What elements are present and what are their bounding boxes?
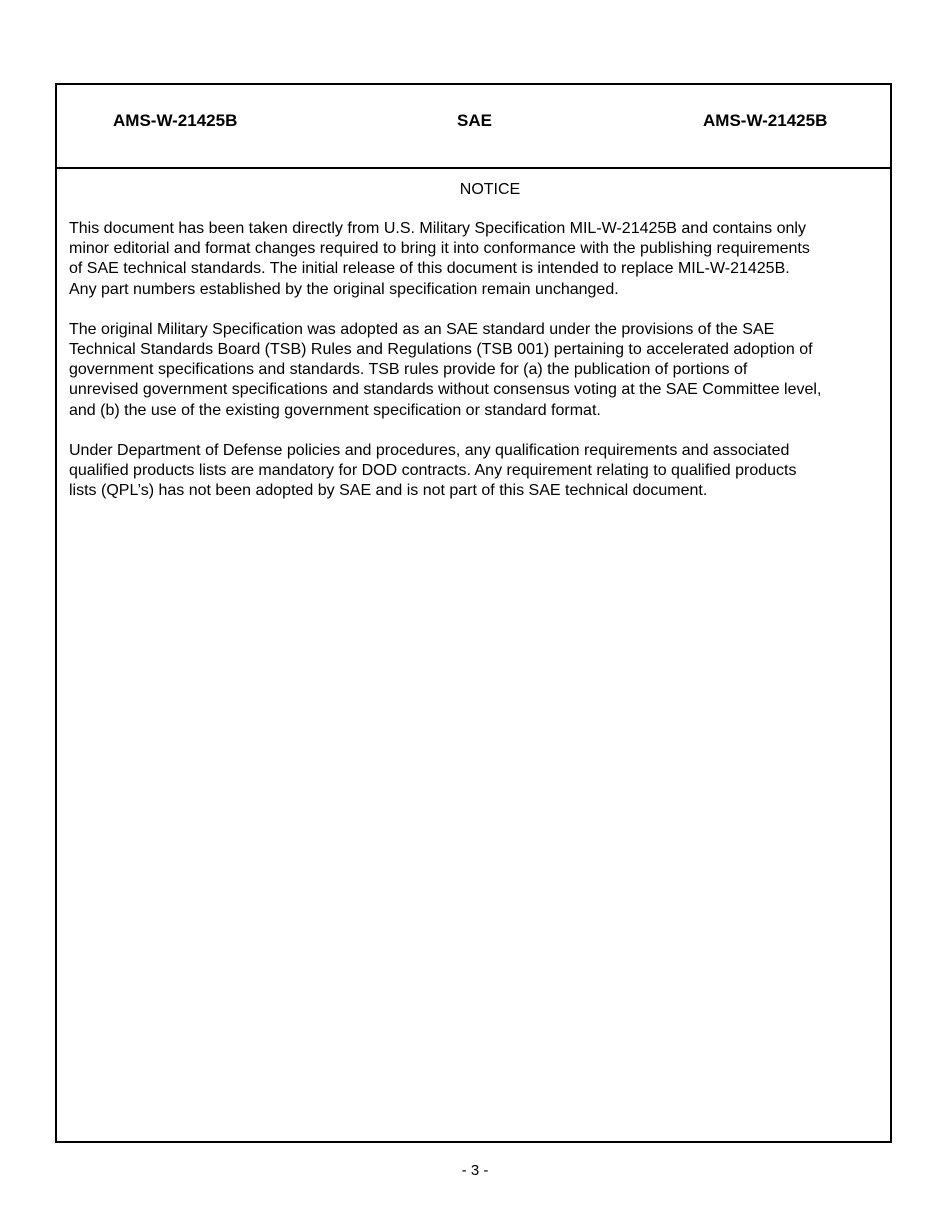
notice-paragraph-3: Under Department of Defense policies and procedures, any qualification requirements and associated qualified products lists are mandatory for DOD contracts. Any requirement relating to qualified products lists (QPL’s) has not been adopted by SAE and is not part of this SAE technical document. bbox=[69, 441, 797, 500]
notice-paragraph-2: The original Military Specification was adopted as an SAE standard under the provisions of the SAE Technical Standards Board (TSB) Rules and Regulations (TSB 001) pertaining to accelerated adoption of government specifications and standards. TSB rules provide for (a) the publication of portions of unrevised government specifications and standards without consensus voting at the SAE Committee level, and (b) the use of the existing government specification or standard format. bbox=[69, 320, 822, 419]
page-number: - 3 - bbox=[461, 1162, 489, 1179]
header-document-code-right: AMS-W-21425B bbox=[703, 111, 828, 130]
notice-body bbox=[69, 219, 881, 521]
header-document-code-left: AMS-W-21425B bbox=[113, 111, 238, 130]
document-header bbox=[57, 85, 890, 169]
notice-title: NOTICE bbox=[459, 181, 521, 198]
header-organization: SAE bbox=[457, 111, 492, 130]
page-frame bbox=[55, 83, 892, 1143]
notice-paragraph-1: This document has been taken directly from U.S. Military Specification MIL-W-21425B and contains only minor editorial and format changes required to bring it into conformance with the publishing requirements of SAE technical standards. The initial release of this document is intended to replace MIL-W-21425B. Any part numbers established by the original specification remain unchanged. bbox=[69, 220, 810, 298]
